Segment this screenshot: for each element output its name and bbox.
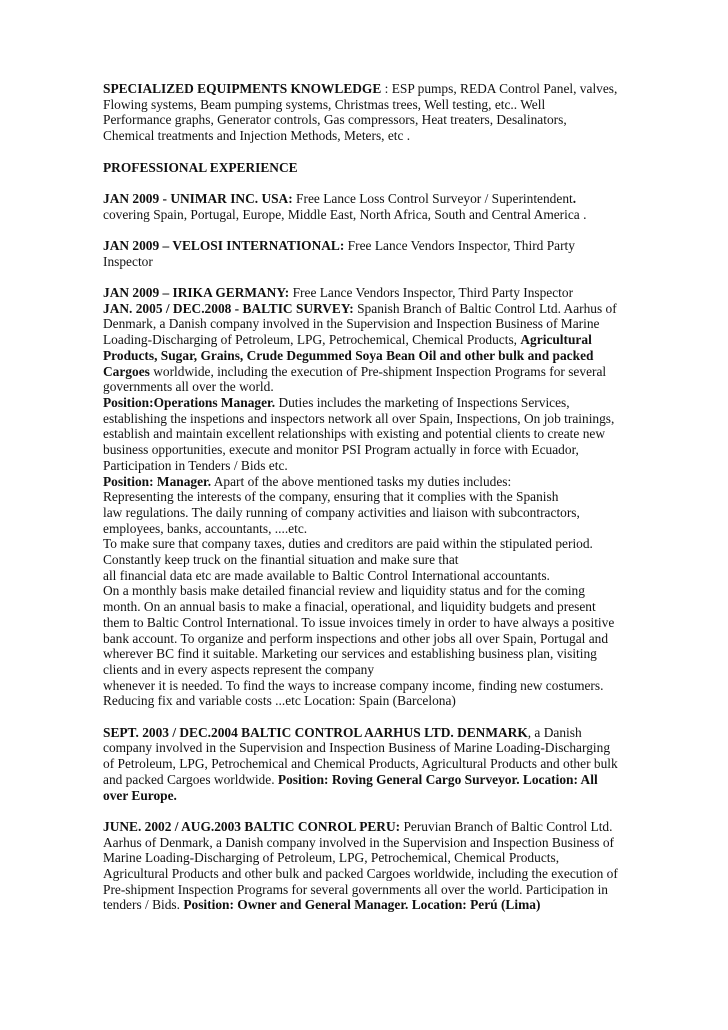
entry-baltic-survey-line-6: governments all over the world. bbox=[103, 379, 274, 395]
ops-manager-heading: Position:Operations Manager. bbox=[103, 395, 276, 410]
position-operations-manager bbox=[103, 395, 633, 474]
ops-manager-line-1: Position:Operations Manager. Duties includes the marketing of Inspections Services, bbox=[103, 395, 570, 410]
entry-aarhus-line-5: over Europe. bbox=[103, 787, 177, 803]
entry-peru-line-1: JUNE. 2002 / AUG.2003 BALTIC CONROL PERU: Peruvian Branch of Baltic Control Ltd. bbox=[103, 818, 613, 834]
skills-line-1: SPECIALIZED EQUIPMENTS KNOWLEDGE : ESP pumps, REDA Control Panel, valves, bbox=[103, 81, 618, 96]
entry-velosi bbox=[103, 238, 633, 269]
entry-peru-heading: JUNE. 2002 / AUG.2003 BALTIC CONROL PERU: bbox=[103, 818, 401, 834]
entry-peru-line-2: Aarhus of Denmark, a Danish company involved in the Supervision and Inspection Business of bbox=[103, 834, 614, 850]
ops-manager-line-5: Participation in Tenders / Bids etc. bbox=[103, 457, 288, 473]
entry-irika-line: JAN 2009 – IRIKA GERMANY: Free Lance Vendors Inspector, Third Party Inspector bbox=[103, 285, 574, 301]
ops-manager-line-3: establish and maintain excellent relationships with existing and potential clients to create new bbox=[103, 426, 606, 442]
entry-peru-line-6: tenders / Bids. Position: Owner and General Manager. Location: Perú (Lima) bbox=[103, 897, 541, 913]
entry-baltic-survey bbox=[103, 301, 633, 395]
manager-line-3: law regulations. The daily running of company activities and liaison with subcontractors, bbox=[103, 504, 580, 520]
manager-line-9: month. On an annual basis to make a finacial, operational, and liquidity budgets and present bbox=[103, 599, 596, 615]
skills-line-2: Flowing systems, Beam pumping systems, Christmas trees, Well testing, etc.. Well bbox=[103, 96, 546, 112]
manager-line-8: On a monthly basis make detailed financial review and liquidity status and for the coming bbox=[103, 583, 585, 599]
manager-line-5: To make sure that company taxes, duties and creditors are paid within the stipulated period. bbox=[103, 536, 593, 552]
entry-unimar bbox=[103, 191, 633, 222]
entry-aarhus-line-1: SEPT. 2003 / DEC.2004 BALTIC CONTROL AARHUS LTD. DENMARK, a Danish bbox=[103, 724, 582, 740]
skills-line-3: Performance graphs, Generator controls, Gas compressors, Heat treaters, Desalinators, bbox=[103, 112, 567, 128]
skills-line-4: Chemical treatments and Injection Methods, Meters, etc . bbox=[103, 128, 411, 144]
entry-velosi-line-2: Inspector bbox=[103, 253, 153, 269]
entry-unimar-line-2: covering Spain, Portugal, Europe, Middle East, North Africa, South and Central America . bbox=[103, 206, 587, 222]
experience-heading: PROFESSIONAL EXPERIENCE bbox=[103, 159, 298, 175]
resume-page bbox=[103, 81, 633, 913]
entry-aarhus-heading: SEPT. 2003 / DEC.2004 BALTIC CONTROL AARHUS LTD. DENMARK bbox=[103, 724, 528, 740]
entry-irika-heading: JAN 2009 – IRIKA GERMANY: bbox=[103, 285, 290, 301]
entry-irika bbox=[103, 285, 633, 301]
manager-line-11: bank account. To organize and perform inspections and other jobs all over Spain, Portugal and bbox=[103, 630, 609, 646]
manager-line-12: wherever BC find it suitable. Marketing our services and establishing business plan, visiting bbox=[103, 646, 597, 662]
entry-peru-line-4: Agricultural Products and other bulk and packed Cargoes worldwide, including the execution of bbox=[103, 866, 618, 882]
position-manager bbox=[103, 474, 633, 710]
entry-aarhus-line-2: company involved in the Supervision and Inspection Business of Marine Loading-Discharging bbox=[103, 740, 611, 756]
entry-baltic-survey-heading: JAN. 2005 / DEC.2008 - BALTIC SURVEY: bbox=[103, 300, 354, 316]
entry-aarhus-line-3: of Petroleum, LPG, Petrochemical and Chemical Products, Agricultural Products and other bulk bbox=[103, 756, 618, 772]
manager-line-14: whenever it is needed. To find the ways to increase company income, finding new costumers. bbox=[103, 677, 604, 693]
entry-unimar-line-1: JAN 2009 - UNIMAR INC. USA: Free Lance Loss Control Surveyor / Superintendent. bbox=[103, 190, 577, 206]
entry-aarhus-line-4: and packed Cargoes worldwide. Position: Roving General Cargo Surveyor. Location: All bbox=[103, 771, 598, 787]
manager-line-4: employees, banks, accountants, ....etc. bbox=[103, 520, 308, 536]
entry-baltic-survey-line-5: Cargoes worldwide, including the execution of Pre-shipment Inspection Programs for several bbox=[103, 363, 607, 379]
manager-line-7: all financial data etc are made available to Baltic Control International accountants. bbox=[103, 567, 550, 583]
skills-section bbox=[103, 81, 633, 144]
skills-heading: SPECIALIZED EQUIPMENTS KNOWLEDGE bbox=[103, 81, 382, 96]
entry-baltic-peru bbox=[103, 819, 633, 913]
entry-unimar-heading: JAN 2009 - UNIMAR INC. USA: bbox=[103, 190, 293, 206]
manager-line-6: Constantly keep truck on the finantial situation and make sure that bbox=[103, 552, 459, 568]
entry-baltic-survey-line-2: Denmark, a Danish company involved in the Supervision and Inspection Business of Marine bbox=[103, 316, 600, 332]
ops-manager-line-4: business opportunities, execute and monitor PSI Program actually in force with Ecuador, bbox=[103, 442, 579, 458]
entry-velosi-line-1: JAN 2009 – VELOSI INTERNATIONAL: Free Lance Vendors Inspector, Third Party bbox=[103, 237, 575, 253]
entry-baltic-survey-line-3: Loading-Discharging of Petroleum, LPG, Petrochemical, Chemical Products, Agricultural bbox=[103, 332, 592, 348]
entry-peru-line-5: Pre-shipment Inspection Programs for several governments all over the world. Participation in bbox=[103, 881, 608, 897]
entry-baltic-aarhus bbox=[103, 725, 633, 804]
manager-line-13: clients and in every aspects represent the company bbox=[103, 661, 375, 677]
manager-heading: Position: Manager. bbox=[103, 473, 212, 489]
entry-baltic-survey-line-4: Products, Sugar, Grains, Crude Degummed Soya Bean Oil and other bulk and packed bbox=[103, 347, 594, 363]
entry-baltic-survey-line-1: JAN. 2005 / DEC.2008 - BALTIC SURVEY: Spanish Branch of Baltic Control Ltd. Aarhus of bbox=[103, 300, 617, 316]
entry-peru-line-3: Marine Loading-Discharging of Petroleum, LPG, Petrochemical, Chemical Products, bbox=[103, 850, 560, 866]
manager-line-15: Reducing fix and variable costs ...etc Location: Spain (Barcelona) bbox=[103, 693, 456, 709]
entry-velosi-heading: JAN 2009 – VELOSI INTERNATIONAL: bbox=[103, 237, 345, 253]
manager-line-2: Representing the interests of the company, ensuring that it complies with the Spanish bbox=[103, 489, 559, 505]
manager-line-1: Position: Manager. Apart of the above mentioned tasks my duties includes: bbox=[103, 473, 512, 489]
manager-line-10: them to Baltic Control International. To issue invoices timely in order to have always a positive bbox=[103, 614, 615, 630]
ops-manager-line-2: establishing the inspetions and inspectors network all over Spain, Inspections, On job trainings, bbox=[103, 410, 615, 426]
